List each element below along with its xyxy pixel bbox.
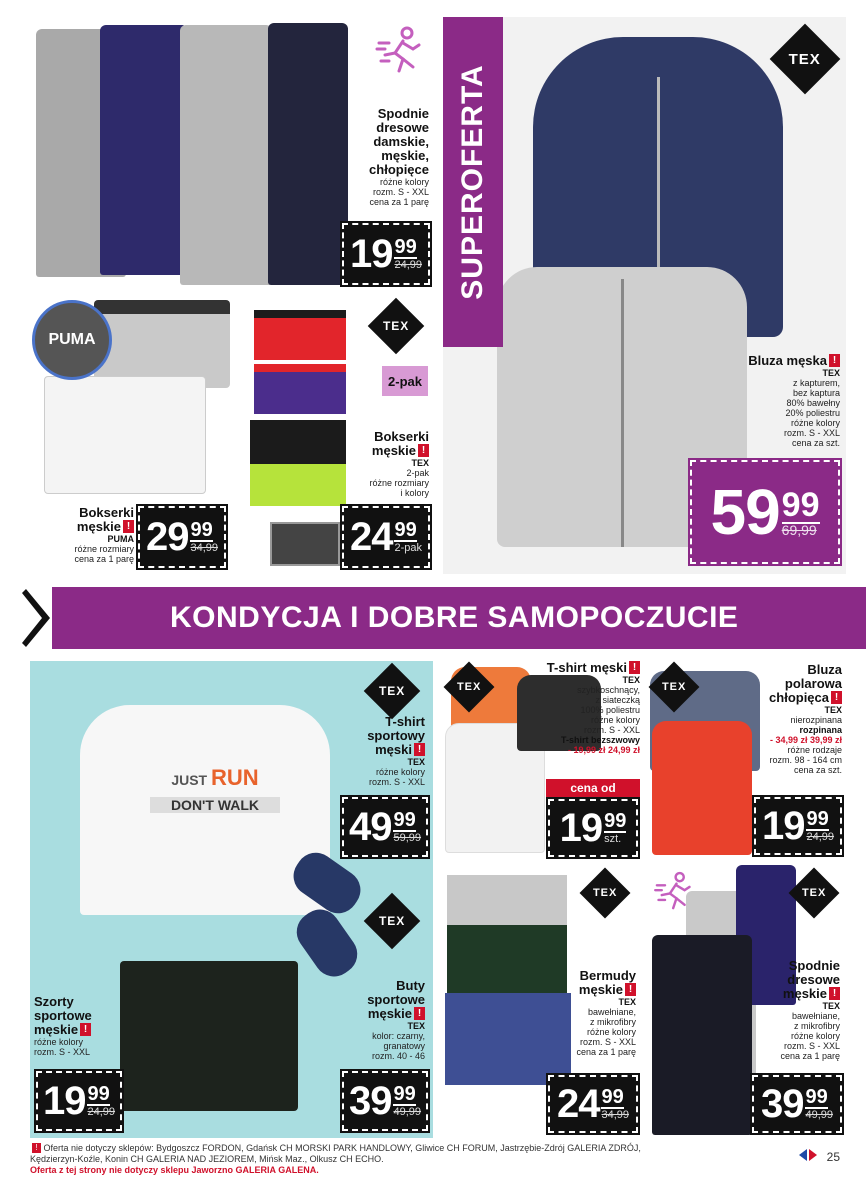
fleece-brand: TEX [824,705,842,715]
boxers-puma-name: Bokserki męskie ! [76,505,134,534]
boxers-black-image [250,420,346,460]
superoferta-label: SUPEROFERTA [443,17,503,347]
bermuda-name: Bermudy męskie ! [578,968,636,997]
tshirt-sport-price-tag: 49 99 59,99 [342,797,428,857]
pants-desc: różne kolory rozm. S - XXL cena za 1 parę [369,177,429,207]
sweatpants-price-tag: 39 99 49,99 [752,1075,842,1133]
bermuda-panel [437,865,642,1138]
boxers-tex-name: Bokserki męskie ! [371,429,429,458]
boxers-tex-panel [236,296,435,574]
bermuda-brand: TEX [618,997,636,1007]
tshirt-men-price-tag: 19 99 szt. [548,799,638,857]
tex-logo-icon: TEX [649,662,700,713]
boxers-gray-image [94,300,230,388]
hoodie-desc: z kapturem, bez kaptura 80% bawełny 20% poliestru różne kolory rozm. S - XXL cena za szt. [783,378,840,448]
price-from-badge: cena od [546,779,640,797]
sweatpants-desc: bawełniane, z mikrofibry różne kolory rozm. S - XXL cena za 1 parę [780,1011,840,1061]
fleece-variant-price: - 34,99 zł 39,99 zł [769,735,842,745]
shorts-sport-name: Szorty sportowe męskie ! [34,994,92,1037]
boxers-tex-price-tag: 24 99 2-pak [342,506,430,568]
sweatpants-black-image [652,935,752,1135]
shoes-price-tag: 39 99 49,99 [342,1071,428,1131]
page-number: 25 [826,1149,840,1164]
pants-navy-image [100,25,188,275]
tshirt-men-variant-price: - 19,99 zł 24,99 zł [567,745,640,755]
boxers-puma-price-tag: 29 99 34,99 [138,506,226,568]
shoes-name: Buty sportowe męskie ! [367,978,425,1021]
boxers-purple-image [254,364,346,414]
tex-logo-icon: TEX [770,24,841,95]
fleece-panel [646,661,846,861]
sweatshirt-zip-line [621,279,624,547]
tshirt-men-desc: szybkoschnący, z siateczką 100% poliestru różne kolory rozm. S - XXL [577,685,640,735]
fleece-desc-2: różne rodzaje rozm. 98 - 164 cm cena za szt. [769,745,842,775]
running-person-icon [373,23,427,77]
fleece-variant-label: rozpinana [799,725,842,735]
two-pack-badge: 2-pak [382,366,428,396]
tshirt-men-brand: TEX [622,675,640,685]
boxers-pack-image [270,522,340,566]
chevron-right-icon [22,587,52,649]
shorts-sport-desc: różne kolory rozm. S - XXL [34,1037,91,1057]
tshirt-men-panel [437,661,642,861]
tshirt-sport-name: T-shirt sportowy męski ! [367,714,425,757]
tex-logo-icon: TEX [364,893,421,950]
section-title: KONDYCJA I DOBRE SAMOPOCZUCIE [170,601,739,634]
hoodie-name: Bluza męska ! [726,354,840,368]
tshirt-men-name: T-shirt męski ! [520,661,640,675]
hoodie-brand: TEX [822,368,840,378]
boxers-white-image [44,376,206,494]
tshirt-sport-brand: TEX [407,757,425,767]
sweatpants-name: Spodnie dresowe męskie ! [782,958,840,1001]
carrefour-logo-icon [797,1148,819,1165]
boxers-tex-desc: 2-pak różne rozmiary i kolory [369,468,429,498]
sport-panel [30,661,433,1138]
tshirt-sport-desc: różne kolory rozm. S - XXL [368,767,425,787]
shorts-sport-price-tag: 19 99 24,99 [36,1071,122,1131]
page-footer-right [797,1148,840,1165]
hoodie-price-tag: 59 99 69,99 [690,460,840,564]
running-person-icon [652,869,696,913]
tex-logo-icon: TEX [444,662,495,713]
footer-disclaimer: ! Oferta nie dotyczy sklepów: Bydgoszcz FORDON, Gdańsk CH MORSKI PARK HANDLOWY, Gliwice CH FORUM, Jastrzębie-Zdrój GALERIA ZDRÓJ, Kędzierzyn-Koźle, Konin CH GALERIA NAD JEZIOREM, Mińsk Maz., Olkusz CH ECHO. Oferta z tej strony nie dotyczy sklepu Jaworzno GALERIA GALENA. [30,1143,641,1175]
boxers-puma-brand: PUMA [107,534,134,544]
tshirt-print: JUST RUN DON'T WALK [150,765,280,813]
shoes-brand: TEX [407,1021,425,1031]
boxers-tex-brand: TEX [411,458,429,468]
pants-name: Spodnie dresowe damskie, męskie, chłopięce [369,106,429,177]
section-banner [0,583,866,653]
tex-logo-icon: TEX [580,868,631,919]
pants-panel [30,17,435,292]
boxers-red-image [254,310,346,360]
sweatpants-brand: TEX [822,1001,840,1011]
tex-logo-icon: TEX [789,868,840,919]
fleece-price-tag: 19 99 24,99 [754,797,842,855]
shorts-sport-image [120,961,298,1111]
tshirt-men-variant-label: T-shirt bezszwowy [560,735,640,745]
bermuda-desc: bawełniane, z mikrofibry różne kolory rozm. S - XXL cena za 1 parę [576,1007,636,1057]
puma-logo-circle: PUMA [32,300,112,380]
shoes-desc: kolor: czarny, granatowy rozm. 40 - 46 [371,1031,425,1061]
boxers-lime-image [250,456,346,506]
bermuda-price-tag: 24 99 34,99 [548,1075,638,1133]
tex-logo-icon: TEX [364,663,421,720]
fleece-name: Bluza polarowa chłopięca ! [769,662,842,705]
pants-light-gray-image [180,25,272,285]
boxers-puma-desc: różne rozmiary cena za 1 parę [74,544,134,564]
sweatpants-panel [646,865,846,1138]
pants-price-tag: 19 99 24,99 [342,223,430,285]
boxers-puma-panel [30,296,232,574]
fleece-desc: nierozpinana [790,715,842,725]
tex-logo-icon: TEX [368,298,425,355]
